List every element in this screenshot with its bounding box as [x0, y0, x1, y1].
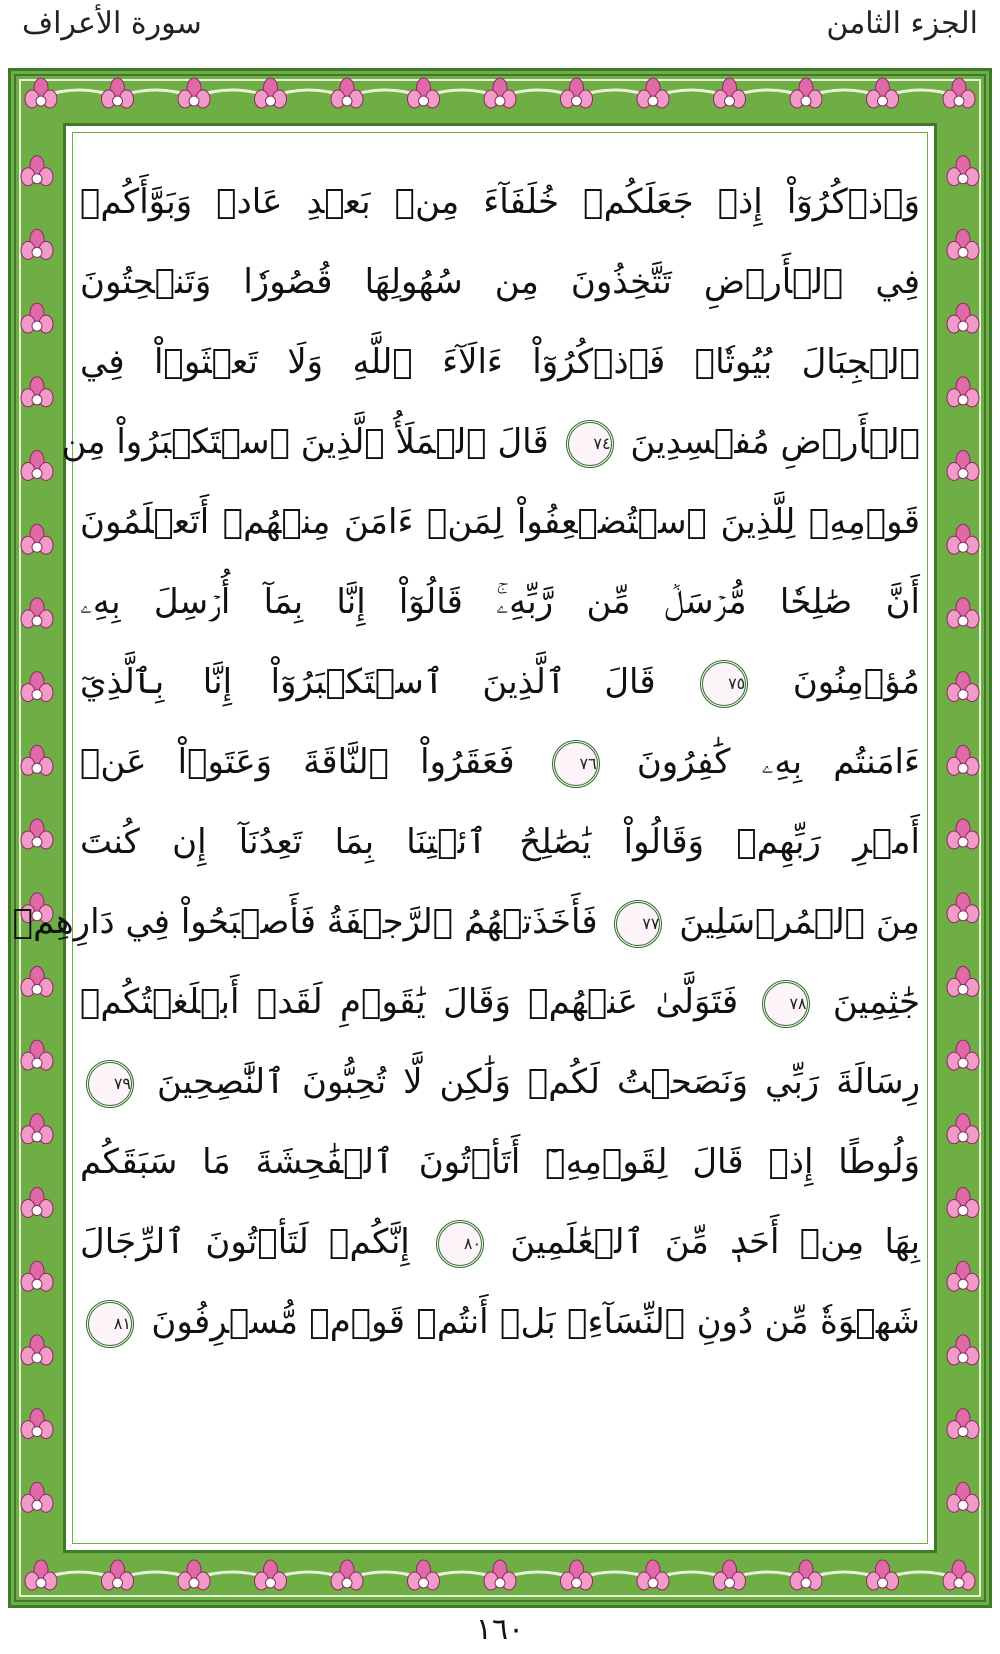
- flower-center-icon: [878, 1578, 888, 1588]
- flower-center-icon: [32, 1132, 42, 1142]
- flower-center-icon: [958, 321, 968, 331]
- text-line: وَلُوطًا إِذۡ قَالَ لِقَوۡمِهِۦٓ أَتَأۡتُونَ ٱلۡفَٰحِشَةَ مَا سَبَقَكُم: [80, 1142, 920, 1182]
- flower-center-icon: [32, 984, 42, 994]
- flower-center-icon: [342, 1578, 352, 1588]
- flower-center-icon: [189, 1578, 199, 1588]
- flower-center-icon: [266, 1578, 276, 1588]
- juz-header: الجزء الثامن: [826, 6, 978, 41]
- flower-center-icon: [32, 321, 42, 331]
- flower-center-icon: [801, 96, 811, 106]
- flower-center-icon: [958, 174, 968, 184]
- flower-center-icon: [572, 96, 582, 106]
- text-line: قَوۡمِهِۦ لِلَّذِينَ ٱسۡتُضۡعِفُواْ لِمَنۡ ءَامَنَ مِنۡهُمۡ أَتَعۡلَمُونَ: [80, 502, 920, 542]
- flower-center-icon: [725, 1578, 735, 1588]
- flower-center-icon: [419, 96, 429, 106]
- flower-center-icon: [958, 911, 968, 921]
- text-line: ءَامَنتُم بِهِۦ كَٰفِرُونَ ٧٦ فَعَقَرُواْ ٱلنَّاقَةَ وَعَتَوۡاْ عَنۡ: [80, 722, 920, 802]
- flower-center-icon: [32, 616, 42, 626]
- text-line: ٱلۡأَرۡضِ مُفۡسِدِينَ ٧٤ قَالَ ٱلۡمَلَأُ ٱلَّذِينَ ٱسۡتَكۡبَرُواْ مِن: [80, 402, 920, 482]
- flower-center-icon: [958, 469, 968, 479]
- text-line: أَمۡرِ رَبِّهِمۡ وَقَالُواْ يَٰصَٰلِحُ ٱئۡتِنَا بِمَا تَعِدُنَآ إِن كُنتَ: [80, 822, 920, 862]
- flower-center-icon: [32, 690, 42, 700]
- ayah-number-marker: ٧٥: [700, 660, 748, 708]
- flower-center-icon: [495, 1578, 505, 1588]
- flower-center-icon: [954, 1578, 964, 1588]
- page-number: ١٦٠: [475, 1612, 525, 1647]
- flower-center-icon: [958, 1132, 968, 1142]
- text-line: جَٰثِمِينَ ٧٨ فَتَوَلَّىٰ عَنۡهُمۡ وَقَالَ يَٰقَوۡمِ لَقَدۡ أَبۡلَغۡتُكُمۡ: [80, 962, 920, 1042]
- text-line: أَنَّ صَٰلِحٗا مُّرۡسَلٞ مِّن رَّبِّهِۦۚ قَالُوٓاْ إِنَّا بِمَآ أُرۡسِلَ بِهِۦ: [80, 582, 920, 622]
- flower-center-icon: [801, 1578, 811, 1588]
- flower-center-icon: [266, 96, 276, 106]
- flower-center-icon: [32, 1058, 42, 1068]
- flower-center-icon: [342, 96, 352, 106]
- ayah-number-marker: ٨٠: [436, 1220, 484, 1268]
- flower-center-icon: [958, 837, 968, 847]
- flower-center-icon: [958, 1279, 968, 1289]
- flower-center-icon: [648, 96, 658, 106]
- flower-center-icon: [958, 690, 968, 700]
- flower-center-icon: [954, 96, 964, 106]
- flower-center-icon: [725, 96, 735, 106]
- flower-center-icon: [572, 1578, 582, 1588]
- flower-center-icon: [32, 542, 42, 552]
- ayah-number-marker: ٧٨: [762, 980, 810, 1028]
- flower-center-icon: [36, 1578, 46, 1588]
- flower-center-icon: [32, 1279, 42, 1289]
- flower-center-icon: [32, 174, 42, 184]
- flower-center-icon: [958, 1353, 968, 1363]
- flower-center-icon: [958, 542, 968, 552]
- flower-center-icon: [419, 1578, 429, 1588]
- text-line: ٱلۡجِبَالَ بُيُوتٗاۖ فَٱذۡكُرُوٓاْ ءَالَآءَ ٱللَّهِ وَلَا تَعۡثَوۡاْ فِي: [80, 342, 921, 382]
- flower-center-icon: [32, 763, 42, 773]
- flower-center-icon: [189, 96, 199, 106]
- flower-center-icon: [32, 1353, 42, 1363]
- flower-center-icon: [958, 1500, 968, 1510]
- ayah-number-marker: ٧٦: [552, 740, 600, 788]
- ayah-number-marker: ٧٤: [566, 420, 614, 468]
- flower-center-icon: [958, 247, 968, 257]
- surah-header: سورة الأعراف: [22, 6, 202, 41]
- flower-center-icon: [32, 247, 42, 257]
- flower-center-icon: [32, 395, 42, 405]
- flower-center-icon: [958, 1206, 968, 1216]
- flower-center-icon: [958, 1427, 968, 1437]
- flower-center-icon: [32, 469, 42, 479]
- text-line: مُؤۡمِنُونَ ٧٥ قَالَ ٱلَّذِينَ ٱسۡتَكۡبَرُوٓاْ إِنَّا بِٱلَّذِيٓ: [80, 642, 920, 722]
- flower-center-icon: [958, 1058, 968, 1068]
- flower-center-icon: [958, 763, 968, 773]
- flower-center-icon: [36, 96, 46, 106]
- flower-center-icon: [32, 1500, 42, 1510]
- flower-center-icon: [958, 616, 968, 626]
- ayah-number-marker: ٧٧: [614, 900, 662, 948]
- flower-center-icon: [32, 1427, 42, 1437]
- flower-center-icon: [958, 984, 968, 994]
- text-line: شَهۡوَةٗ مِّن دُونِ ٱلنِّسَآءِۚ بَلۡ أَنتُمۡ قَوۡمٞ مُّسۡرِفُونَ ٨١: [80, 1282, 920, 1362]
- flower-center-icon: [495, 96, 505, 106]
- text-line: رِسَالَةَ رَبِّي وَنَصَحۡتُ لَكُمۡ وَلَٰكِن لَّا تُحِبُّونَ ٱلنَّٰصِحِينَ ٧٩: [80, 1042, 920, 1122]
- flower-center-icon: [958, 395, 968, 405]
- flower-center-icon: [113, 96, 123, 106]
- ayah-number-marker: ٧٩: [86, 1060, 134, 1108]
- text-line: بِهَا مِنۡ أَحَدٖ مِّنَ ٱلۡعَٰلَمِينَ ٨٠ إِنَّكُمۡ لَتَأۡتُونَ ٱلرِّجَالَ: [80, 1202, 920, 1282]
- verse-block: [12, 162, 921, 1362]
- flower-center-icon: [113, 1578, 123, 1588]
- flower-center-icon: [648, 1578, 658, 1588]
- flower-center-icon: [32, 1206, 42, 1216]
- ayah-number-marker: ٨١: [86, 1300, 134, 1348]
- flower-center-icon: [32, 837, 42, 847]
- flower-center-icon: [878, 96, 888, 106]
- text-line: وَٱذۡكُرُوٓاْ إِذۡ جَعَلَكُمۡ خُلَفَآءَ مِنۢ بَعۡدِ عَادٖ وَبَوَّأَكُمۡ: [80, 182, 920, 222]
- text-line: مِنَ ٱلۡمُرۡسَلِينَ ٧٧ فَأَخَذَتۡهُمُ ٱلرَّجۡفَةُ فَأَصۡبَحُواْ فِي دَارِهِمۡ: [80, 882, 920, 962]
- text-line: فِي ٱلۡأَرۡضِ تَتَّخِذُونَ مِن سُهُولِهَا قُصُورٗا وَتَنۡحِتُونَ: [80, 262, 920, 302]
